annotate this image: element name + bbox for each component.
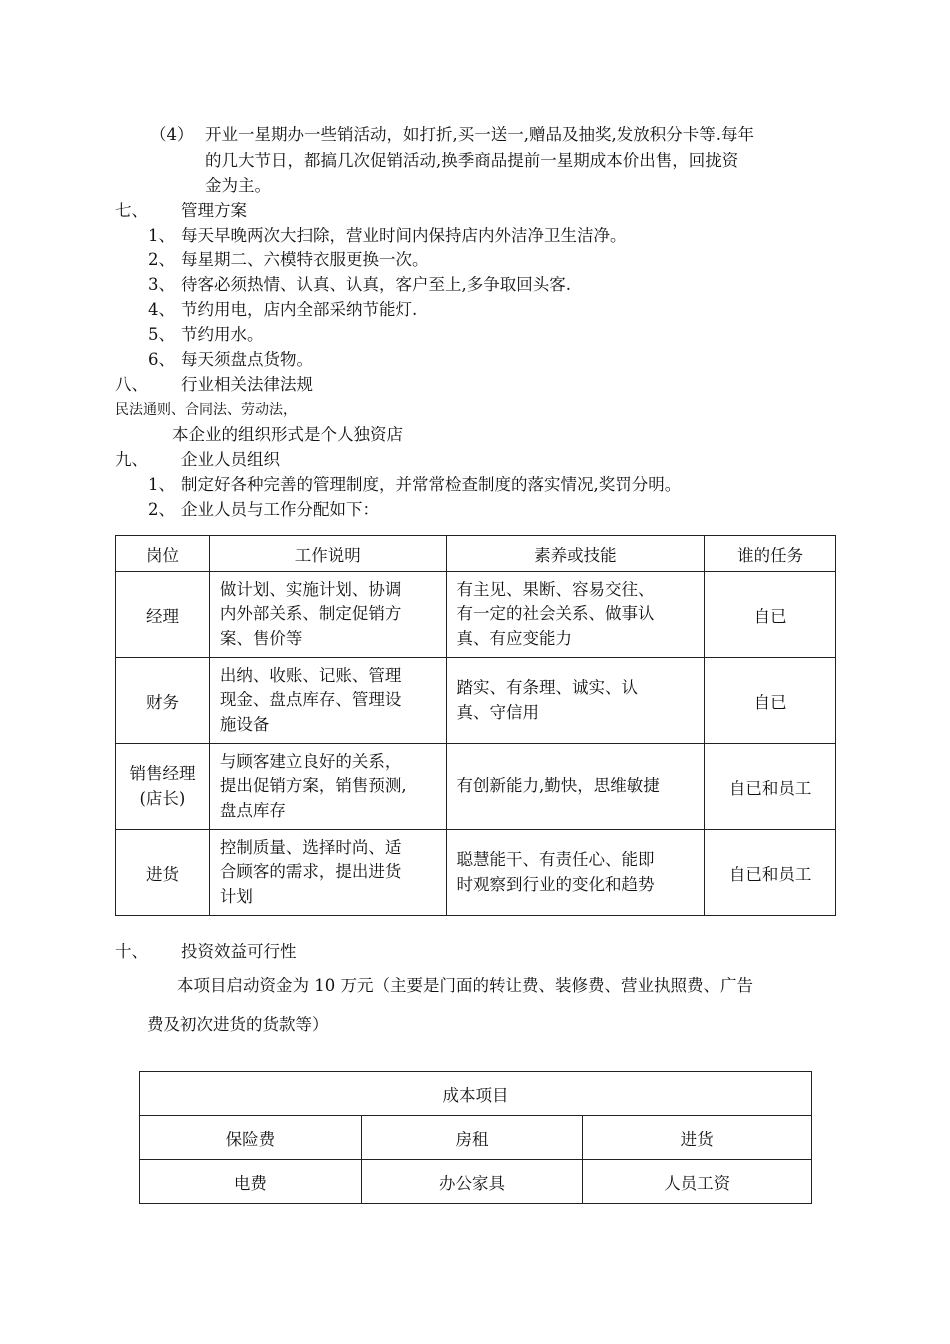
section-7-title: 管理方案 [181,201,247,220]
position-cell: 进货 [116,830,210,916]
item-4-number: （4） [150,125,194,144]
section-7-number: 七、 [115,201,148,220]
item-4-line-3: 金为主。 [205,176,271,195]
section-9-title: 企业人员组织 [181,450,280,469]
cost-table-title: 成本项目 [140,1072,812,1116]
duties-cell: 控制质量、选择时尚、适 合顾客的需求，提出进货 计划 [209,830,446,916]
section-7-item-1-text: 每天早晚两次大扫除，营业时间内保持店内外洁净卫生洁净。 [181,226,627,245]
position-cell: 财务 [116,658,210,744]
column-header-duties: 工作说明 [209,536,446,572]
column-header-owner: 谁的任务 [705,536,836,572]
section-7-item-4-number: 4、 [148,300,175,319]
table-row [116,658,836,744]
cost-item: 办公家具 [361,1160,583,1204]
cost-item: 进货 [583,1116,812,1160]
section-9-item-2-text: 企业人员与工作分配如下： [181,500,379,519]
cost-table-title-row [140,1072,812,1116]
position-cell: 销售经理 (店长) [116,744,210,830]
owner-cell: 自已和员工 [705,830,836,916]
table-row [116,744,836,830]
section-8-title: 行业相关法律法规 [181,375,313,394]
section-7-item-4-text: 节约用电，店内全部采纳节能灯. [181,300,418,319]
section-7-item-1-number: 1、 [148,226,175,245]
section-7-item-6-text: 每天须盘点货物。 [181,350,313,369]
skills-cell: 有创新能力,勤快，思维敏捷 [446,744,705,830]
table-row [140,1160,812,1204]
table-header-row [116,536,836,572]
section-9-item-1-number: 1、 [148,475,175,494]
item-4-line-2: 的几大节日，都搞几次促销活动,换季商品提前一星期成本价出售，回拢资 [205,151,739,170]
duties-cell: 出纳、收账、记账、管理 现金、盘点库存、管理设 施设备 [209,658,446,744]
skills-cell: 聪慧能干、有责任心、能即 时观察到行业的变化和趋势 [446,830,705,916]
laws-list: 民法通则、合同法、劳动法， [115,402,297,418]
duties-cell: 做计划、实施计划、协调 内外部关系、制定促销方 案、售价等 [209,572,446,658]
org-form-text: 本企业的组织形式是个人独资店 [172,425,403,444]
section-7-item-3-number: 3、 [148,275,175,294]
section-10-title: 投资效益可行性 [181,942,297,961]
section-9-item-2-number: 2、 [148,500,175,519]
item-4-line-1: 开业一星期办一些销活动，如打折,买一送一,赠品及抽奖,发放积分卡等.每年 [205,125,754,144]
duties-cell: 与顾客建立良好的关系， 提出促销方案，销售预测, 盘点库存 [209,744,446,830]
position-cell: 经理 [116,572,210,658]
section-7-item-3-text: 待客必须热情、认真、认真，客户至上,多争取回头客. [181,275,571,294]
cost-item: 电费 [140,1160,362,1204]
cost-items-table [139,1071,812,1204]
owner-cell: 自已 [705,572,836,658]
cost-item: 保险费 [140,1116,362,1160]
section-7-item-2-number: 2、 [148,250,175,269]
section-7-item-6-number: 6、 [148,350,175,369]
section-7-item-5-number: 5、 [148,325,175,344]
section-10-number: 十、 [115,942,148,961]
skills-cell: 踏实、有条理、诚实、认 真、守信用 [446,658,705,744]
section-10-paragraph-line-2: 费及初次进货的货款等） [147,1015,329,1034]
column-header-position: 岗位 [116,536,210,572]
cost-item: 人员工资 [583,1160,812,1204]
section-7-item-2-text: 每星期二、六模特衣服更换一次。 [181,250,429,269]
section-8-number: 八、 [115,375,148,394]
table-row [116,572,836,658]
table-row [140,1116,812,1160]
section-10-paragraph-line-1: 本项目启动资金为 10 万元（主要是门面的转让费、装修费、营业执照费、广告 [177,976,753,995]
column-header-skills: 素养或技能 [446,536,705,572]
owner-cell: 自已 [705,658,836,744]
section-9-number: 九、 [115,450,148,469]
owner-cell: 自已和员工 [705,744,836,830]
table-row [116,830,836,916]
skills-cell: 有主见、果断、容易交往、 有一定的社会关系、做事认 真、有应变能力 [446,572,705,658]
section-9-item-1-text: 制定好各种完善的管理制度，并常常检查制度的落实情况,奖罚分明。 [181,475,682,494]
section-7-item-5-text: 节约用水。 [181,325,264,344]
staff-assignment-table [115,535,836,916]
cost-item: 房租 [361,1116,583,1160]
